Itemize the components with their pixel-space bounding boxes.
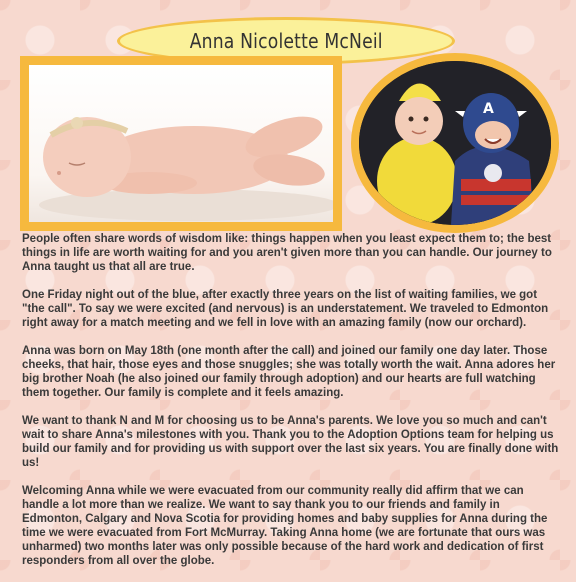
siblings-photo-frame: [351, 53, 559, 233]
story-paragraph: Anna was born on May 18th (one month after the call) and joined our family one day later. Those cheeks, that hair, those eyes and those snuggles; she was totally worth the wait. Anna adores her big brother Noah (he also joined our family through adoption) and our hearts are full watching them together. Our family is complete and it feels amazing.: [22, 345, 556, 399]
story-paragraph: We want to thank N and M for choosing us to be Anna's parents. We love you so much and can't wait to share Anna's milestones with you. Thank you to the Adoption Options team for helping us build our family and for providing us with support over the last six years. You are finally done with us!: [22, 415, 559, 469]
story-paragraph: People often share words of wisdom like: things happen when you least expect them to; the best things in life are worth waiting for and you aren't given more than you can handle. Our journey to Anna taught us that all are true.: [22, 233, 552, 273]
page-title: Anna Nicolette McNeil: [189, 29, 383, 53]
newborn-photo: [29, 65, 333, 222]
adoption-story: [22, 232, 562, 582]
story-paragraph: One Friday night out of the blue, after exactly three years on the list of waiting families, we got "the call". To say we were excited (and nervous) is an understatement. We traveled to Edmonton right away for a match meeting and we fell in love with an amazing family (now our orchard).: [22, 289, 549, 329]
svg-text:A: A: [483, 101, 494, 117]
story-paragraph: Welcoming Anna while we were evacuated from our community really did affirm that we can handle a lot more than we realize. We want to say thank you to our friends and family in Edmonton, Calgary and Nova Scotia for providing homes and baby supplies for Anna during the time we were evacuated from Fort McMurray. Taking Anna home (we are fortunate that ours was unharmed) two months later was only possible because of the hard work and dedication of first responders from all over the globe.: [22, 485, 548, 567]
siblings-photo: [359, 61, 551, 225]
newborn-photo-frame: [20, 56, 342, 231]
